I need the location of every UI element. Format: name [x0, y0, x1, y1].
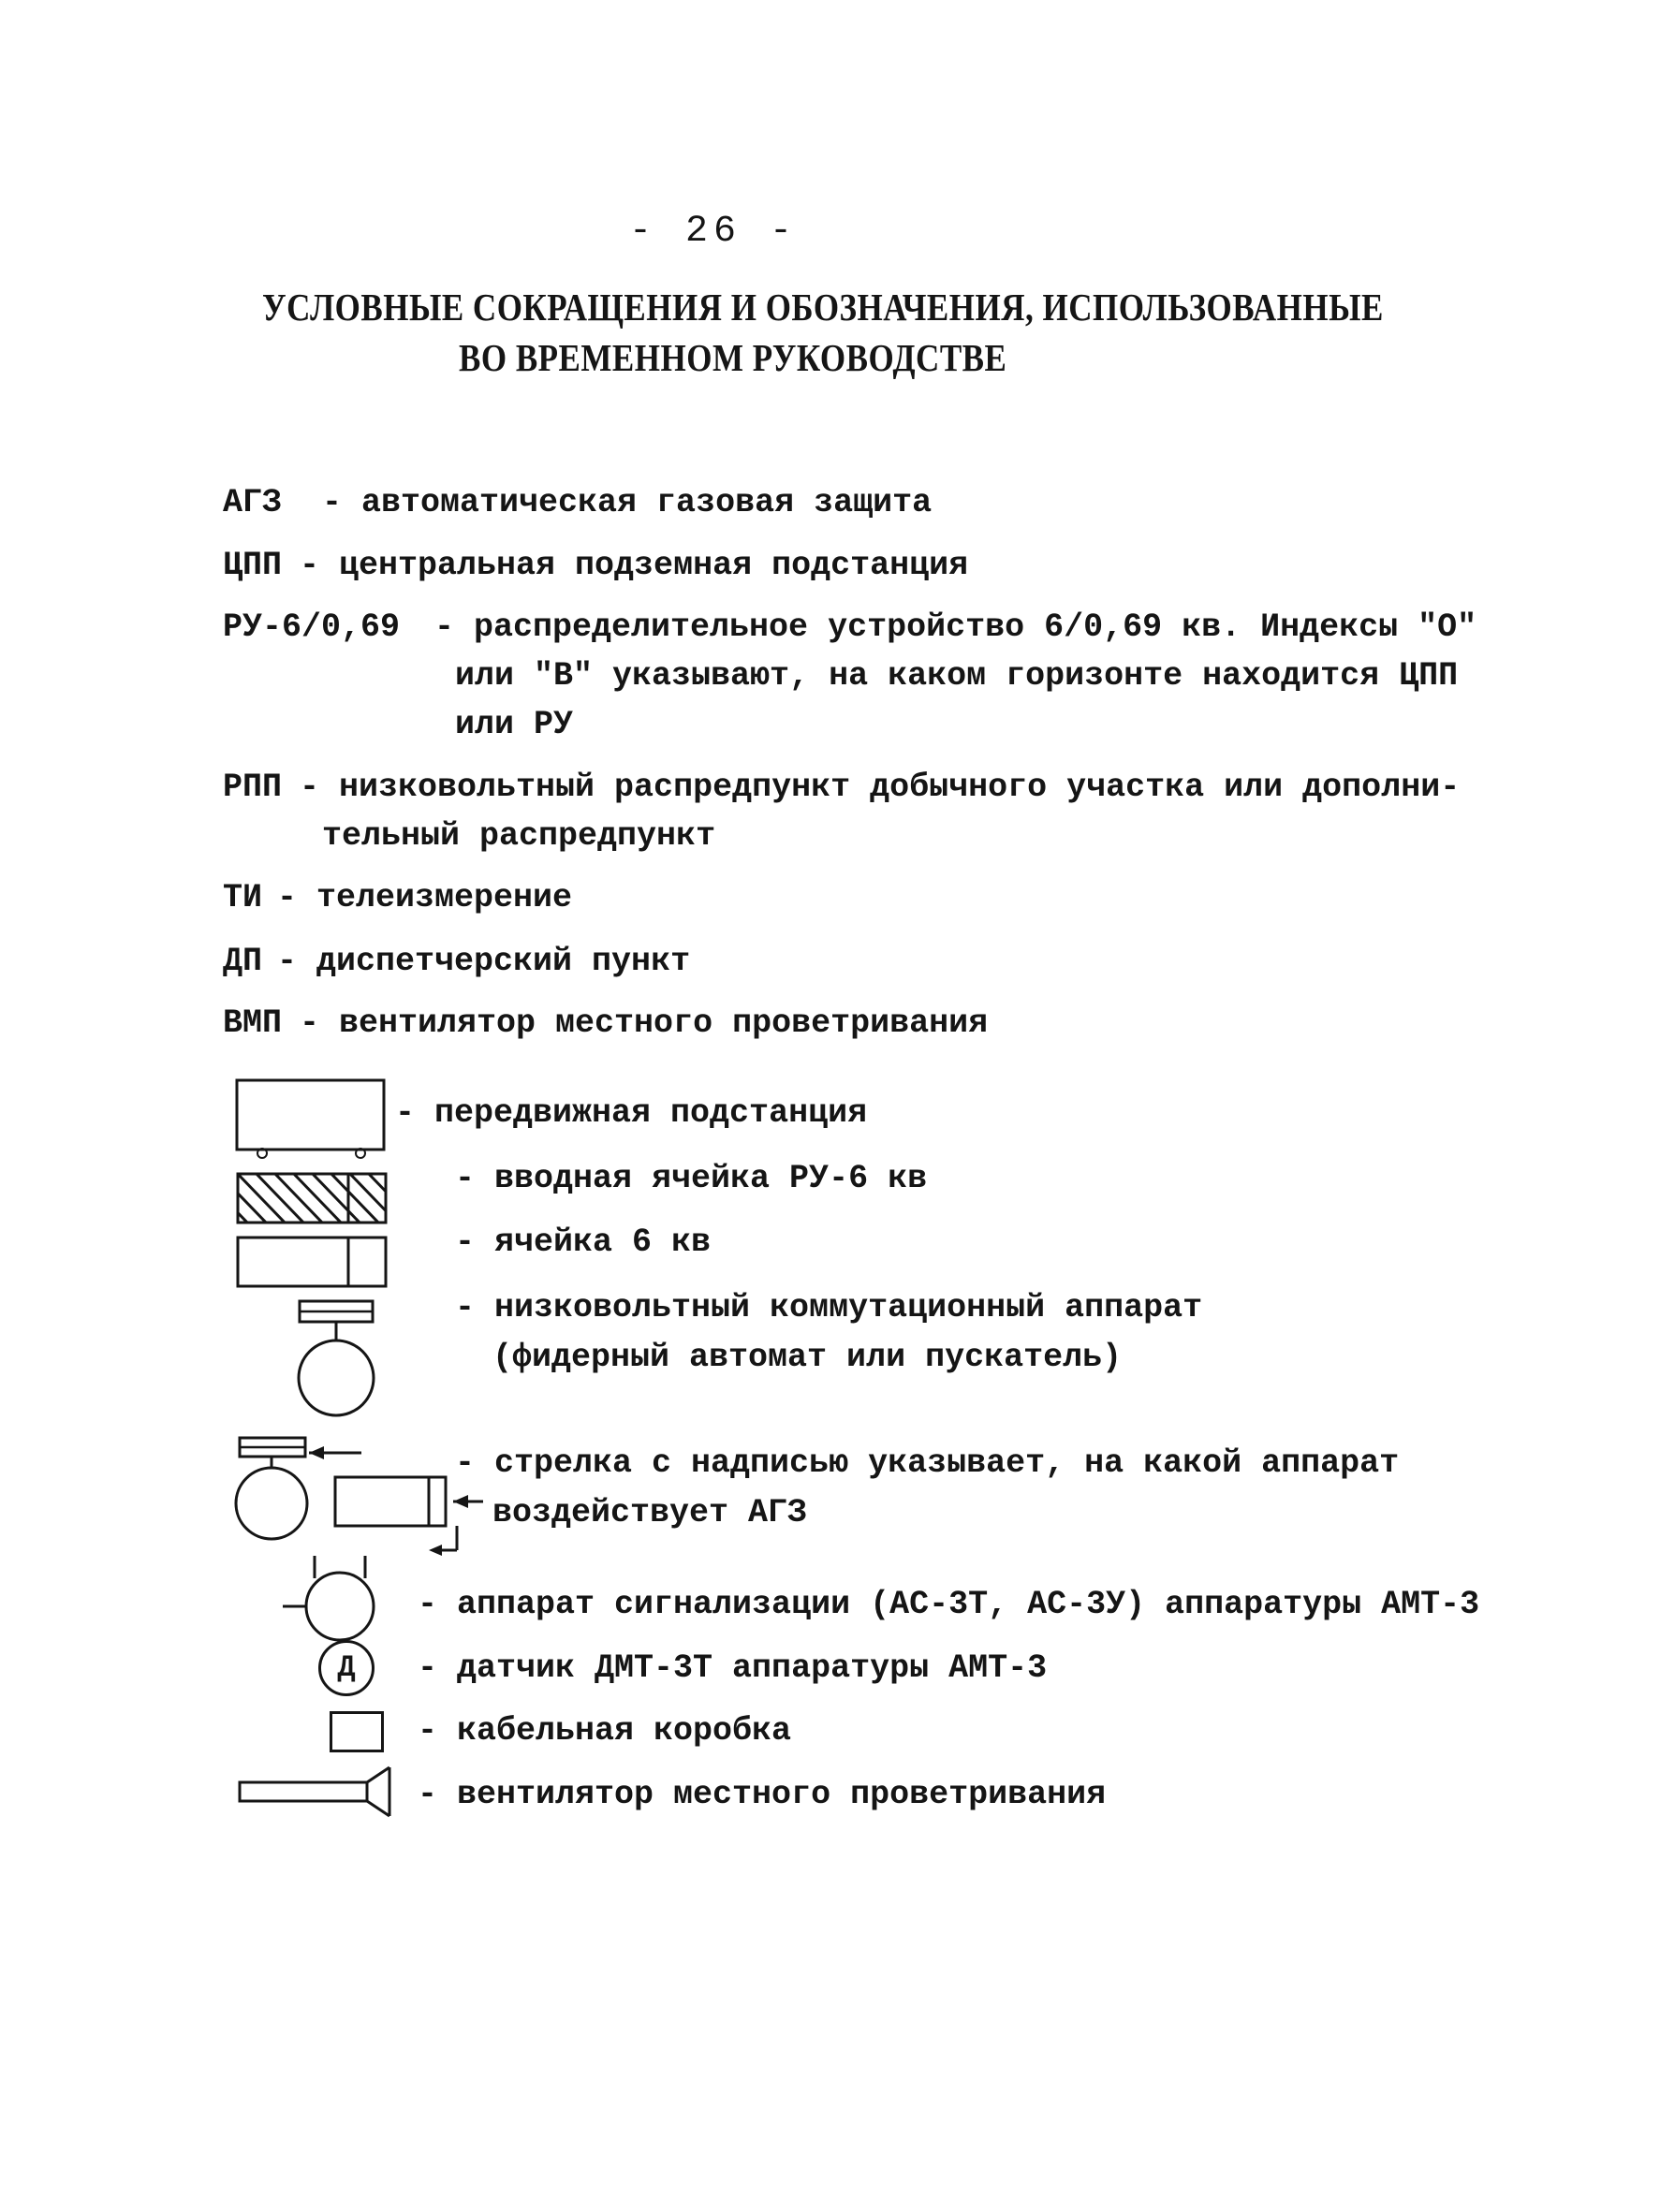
cable-box-icon [330, 1711, 384, 1752]
symbol-description: - ячейка 6 кв [455, 1223, 712, 1261]
fan-icon [236, 1764, 395, 1820]
abbr-term: РУ-6/0,69 [223, 608, 401, 646]
sensor-icon [318, 1640, 375, 1696]
mobile-substation-icon [234, 1077, 393, 1161]
alarm-device-icon [279, 1552, 384, 1642]
abbr-term: ЦПП [223, 547, 283, 584]
symbol-description: (фидерный автомат или пускатель) [492, 1339, 1123, 1376]
symbol-description: - передвижная подстанция [395, 1094, 868, 1132]
abbr-definition: - центральная подземная подстанция [300, 547, 969, 584]
page-number: - 26 - [629, 211, 799, 253]
abbr-definition: или РУ [455, 706, 574, 743]
heading-line-2: ВО ВРЕМЕННОМ РУКОВОДСТВЕ [459, 336, 1007, 380]
abbr-definition: - вентилятор местного проветривания [300, 1004, 989, 1042]
symbol-description: - стрелка с надписью указывает, на какой аппарат [455, 1444, 1400, 1482]
input-cell-icon [236, 1172, 389, 1228]
sensor-label: Д [337, 1650, 356, 1685]
abbr-definition: - распределительное устройство 6/0,69 кв. Индексы "О" [434, 608, 1477, 646]
abbr-definition: - низковольтный распредпункт добычного участка или дополни- [300, 769, 1461, 806]
abbr-term: АГЗ [223, 484, 283, 521]
symbol-description: - кабельная коробка [418, 1712, 792, 1750]
abbr-definition: - диспетчерский пункт [277, 943, 691, 980]
symbol-description: - низковольтный коммутационный аппарат [455, 1289, 1203, 1326]
abbr-term: ВМП [223, 1004, 283, 1042]
switching-device-icon [292, 1297, 386, 1419]
symbol-description: воздействует АГЗ [492, 1494, 808, 1531]
symbol-description: - вводная ячейка РУ-6 кв [455, 1160, 928, 1197]
symbol-description: - вентилятор местного проветривания [418, 1776, 1107, 1813]
cell-6kv-icon [236, 1236, 389, 1292]
abbr-term: ТИ [223, 879, 263, 916]
abbr-definition: - автоматическая газовая защита [322, 484, 933, 521]
symbol-description: - аппарат сигнализации (АС-3Т, АС-3У) аппаратуры АМТ-3 [418, 1586, 1480, 1623]
abbr-definition: или "В" указывают, на каком горизонте находится ЦПП [455, 657, 1459, 695]
heading-line-1: УСЛОВНЫЕ СОКРАЩЕНИЯ И ОБОЗНАЧЕНИЯ, ИСПОЛЬЗОВАННЫЕ [262, 286, 1384, 330]
symbol-description: - датчик ДМТ-3Т аппаратуры АМТ-3 [418, 1649, 1048, 1687]
abbr-term: ДП [223, 943, 263, 980]
abbr-definition: - телеизмерение [277, 879, 573, 916]
abbr-term: РПП [223, 769, 283, 806]
abbr-definition: тельный распредпункт [322, 817, 716, 855]
